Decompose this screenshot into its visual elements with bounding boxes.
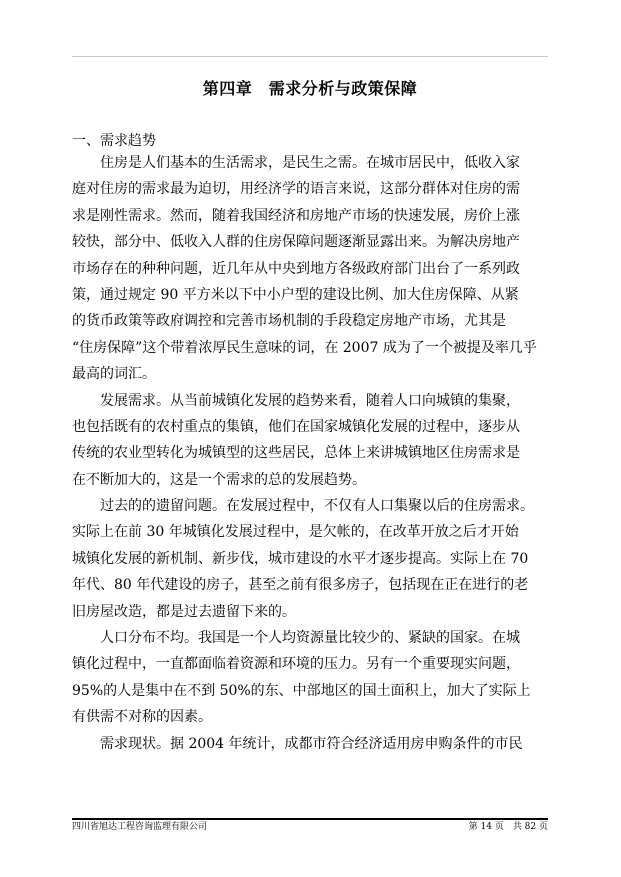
paragraph-population-distribution <box>72 625 548 731</box>
chapter-title: 第四章 需求分析与政策保障 <box>202 79 418 98</box>
text-line: 年代、80 年代建设的房子，甚至之前有很多房子，包括现在正在进行的老 <box>72 577 529 594</box>
paragraph-demand-status <box>72 731 548 757</box>
text-line: 传统的农业型转化为城镇型的这些居民，总体上来讲城镇地区住房需求是 <box>72 445 520 462</box>
text-line: 较快，部分中、低收入人群的住房保障问题逐渐显露出来。为解决房地产 <box>72 234 520 251</box>
text-line: 住房是人们基本的生活需求，是民生之需。在城市居民中，低收入家 <box>100 155 520 171</box>
text-line: 最高的词汇。 <box>72 366 156 383</box>
text-line: 发展需求。从当前城镇化发展的趋势来看，随着人口向城镇的集聚， <box>100 392 520 409</box>
text-line: 庭对住房的需求最为迫切，用经济学的语言来说，这部分群体对住房的需 <box>72 181 520 198</box>
paragraph-legacy-issues <box>72 493 548 625</box>
paragraph-development-demand <box>72 388 548 494</box>
text-line: 旧房屋改造，都是过去遗留下来的。 <box>72 603 296 620</box>
text-line: 求是刚性需求。然而，随着我国经济和房地产市场的快速发展，房价上涨 <box>72 207 520 224</box>
text-line: 策，通过规定 90 平方米以下中小户型的建设比例、加大住房保障、从紧 <box>72 286 519 303</box>
footer-page-number: 第 14 页 共 82 页 <box>468 822 548 832</box>
text-line: 有供需不对称的因素。 <box>72 709 212 726</box>
text-line: “住房保障”这个带着浓厚民生意味的词，在 2007 成为了一个被提及率几乎 <box>72 339 537 356</box>
text-line: 镇化过程中，一直都面临着资源和环境的压力。另有一个重要现实问题， <box>72 656 520 673</box>
header-rule <box>72 56 548 57</box>
text-line: 市场存在的种种问题，近几年从中央到地方各级政府部门出台了一系列政 <box>72 260 520 277</box>
text-line: 实际上在前 30 年城镇化发展过程中，是欠帐的，在改革开放之后才开始 <box>72 524 519 541</box>
paragraph-housing-need <box>72 150 548 388</box>
text-line: 人口分布不均。我国是一个人均资源量比较少的、紧缺的国家。在城 <box>100 630 520 647</box>
footer-rule <box>72 818 548 820</box>
text-line: 95%的人是集中在不到 50%的东、中部地区的国土面积上，加大了实际上 <box>72 682 531 699</box>
section-heading: 一、需求趋势 <box>72 133 156 149</box>
footer-company-name: 四川省旭达工程咨询监理有限公司 <box>72 822 208 832</box>
text-line: 也包括既有的农村重点的集镇，他们在国家城镇化发展的过程中，逐步从 <box>72 418 520 435</box>
text-line: 需求现状。据 2004 年统计，成都市符合经济适用房申购条件的市民 <box>100 735 523 752</box>
text-line: 的货币政策等政府调控和完善市场机制的手段稳定房地产市场，尤其是 <box>72 313 506 330</box>
text-line: 过去的的遗留问题。在发展过程中，不仅有人口集聚以后的住房需求。 <box>100 498 534 515</box>
text-line: 城镇化发展的新机制、新步伐，城市建设的水平才逐步提高。实际上在 70 <box>72 550 529 567</box>
body-text <box>72 150 548 757</box>
text-line: 在不断加大的，这是一个需求的总的发展趋势。 <box>72 471 366 488</box>
